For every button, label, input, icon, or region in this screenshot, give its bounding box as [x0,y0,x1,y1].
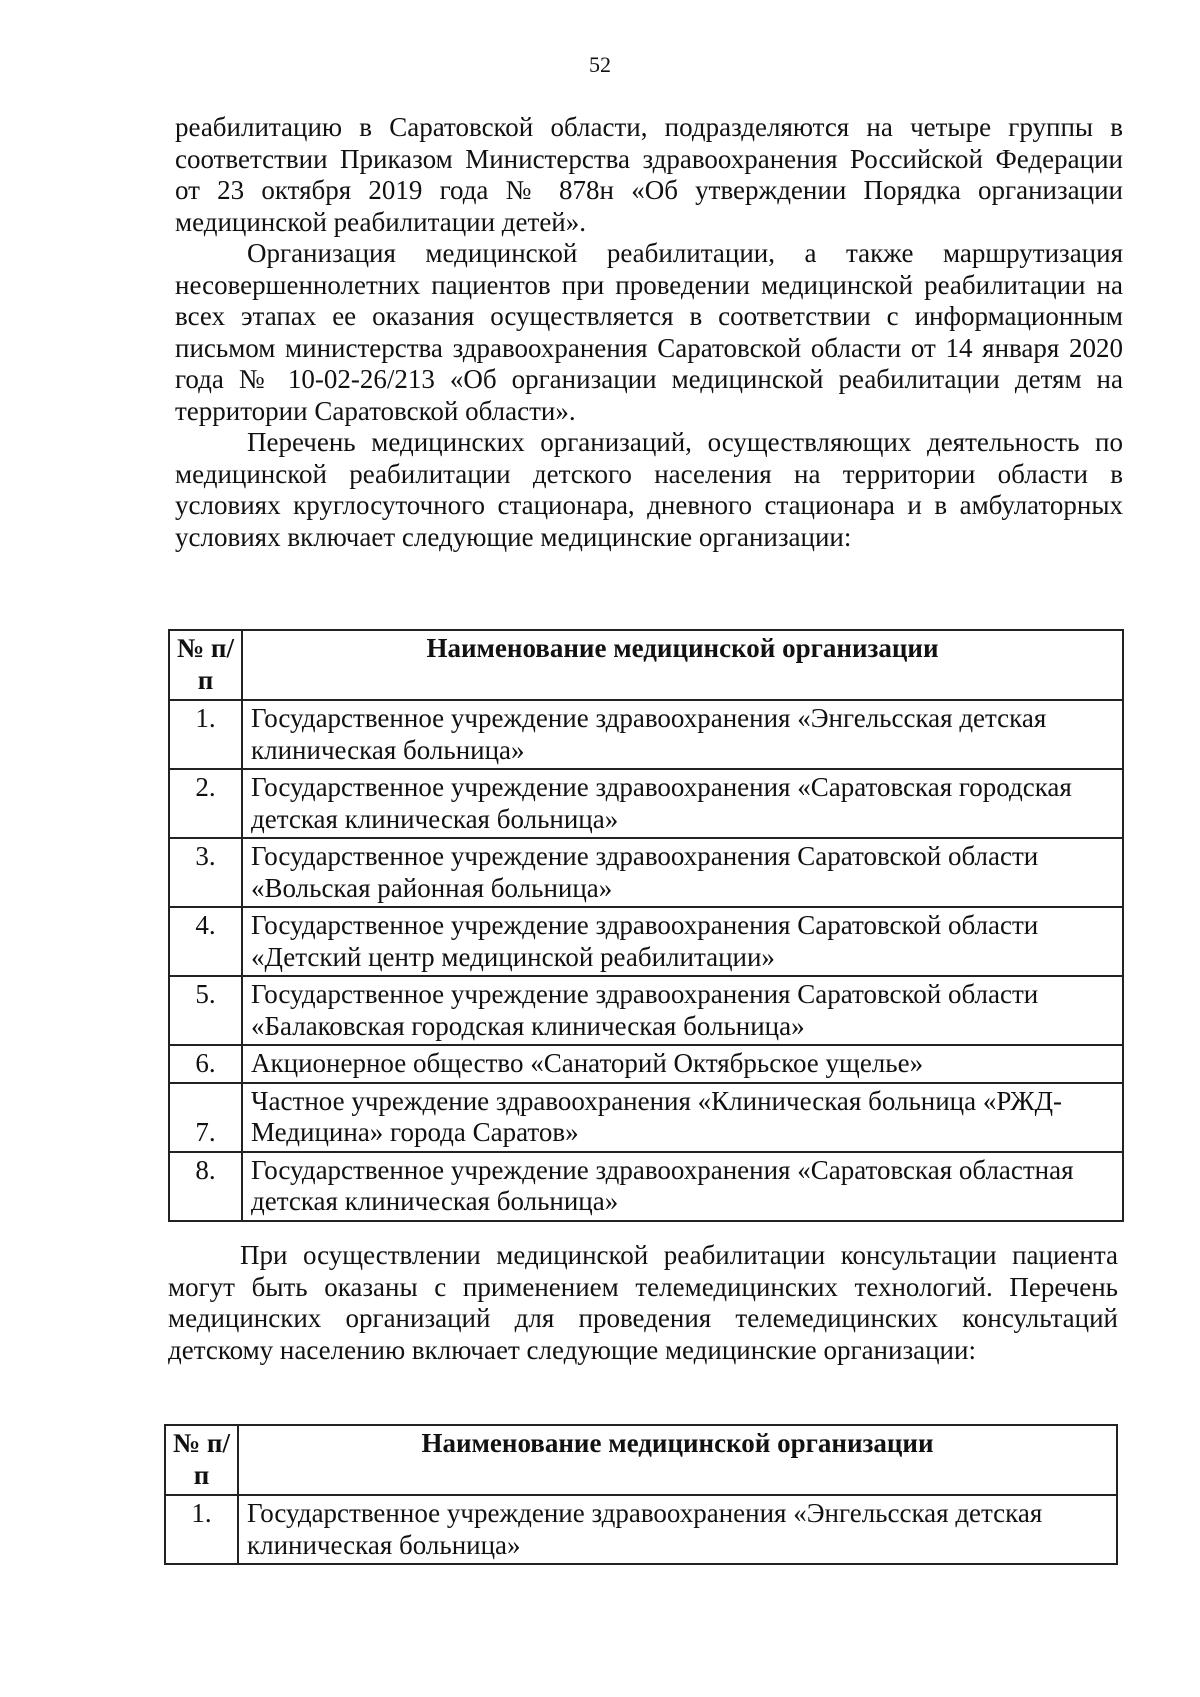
table-row [169,1045,1123,1083]
organization-name: Государственное учреждение здравоохранения Саратовской области «Балаковская городская клиническая больница» [242,976,1123,1045]
column-header-name: Наименование медицинской организации [238,1425,1117,1495]
routing-paragraph: Организация медицинской реабилитации, а также маршрутизация несовершеннолетних пациентов при проведении медицинской реабилитации на всех этапах ее оказания осуществляется в соответствии с информационным письмом министерства здравоохранения Саратовской области от 14 января 2020 года № 10-02-26/213 «Об организации медицинской реабилитации детям на территории Саратовской области». [175,238,1123,426]
intro-paragraph-continuation: реабилитацию в Саратовской области, подразделяются на четыре группы в соответствии Приказом Министерства здравоохранения Российской Федерации от 23 октября 2019 года № 878н «Об утверждении Порядка организации медицинской реабилитации детей». [175,112,1123,237]
table-row [169,907,1123,976]
row-number: 1. [165,1495,238,1564]
row-number: 2. [169,769,242,838]
organization-name: Государственное учреждение здравоохранения «Энгельсская детская клиническая больница» [242,700,1123,769]
table-row [169,976,1123,1045]
table-row [165,1495,1117,1564]
organization-name: Государственное учреждение здравоохранения Саратовской области «Вольская районная больница» [242,838,1123,907]
organization-name: Государственное учреждение здравоохранения «Энгельсская детская клиническая больница» [238,1495,1117,1564]
telemedicine-paragraph: При осуществлении медицинской реабилитации консультации пациента могут быть оказаны с применением телемедицинских технологий. Перечень медицинских организаций для проведения телемедицинских консультаций детскому населению включает следующие медицинские организации: [168,1240,1118,1365]
page-number: 52 [589,52,611,77]
organization-name: Государственное учреждение здравоохранения Саратовской области «Детский центр медицинской реабилитации» [242,907,1123,976]
row-number: 3. [169,838,242,907]
table-row [169,769,1123,838]
table-header-row [169,630,1123,700]
row-number: 7. [169,1083,242,1152]
row-number: 4. [169,907,242,976]
organization-name: Частное учреждение здравоохранения «Клиническая больница «РЖД-Медицина» города Саратов» [242,1083,1123,1152]
row-number: 8. [169,1152,242,1221]
table-header-row [165,1425,1117,1495]
column-header-number: № п/п [169,630,242,700]
row-number: 6. [169,1045,242,1083]
table-row [169,838,1123,907]
table-row [169,1152,1123,1221]
table-row [169,700,1123,769]
body-text-bottom [168,1240,1118,1366]
column-header-name: Наименование медицинской организации [242,630,1123,700]
organization-name: Акционерное общество «Санаторий Октябрьское ущелье» [242,1045,1123,1083]
organization-name: Государственное учреждение здравоохранения «Саратовская областная детская клиническая больница» [242,1152,1123,1221]
row-number: 1. [169,700,242,769]
column-header-number: № п/п [165,1425,238,1495]
telemedicine-organizations-table [164,1424,1118,1565]
organization-name: Государственное учреждение здравоохранения «Саратовская городская детская клиническая больница» [242,769,1123,838]
table-row [169,1083,1123,1152]
body-text-top [175,112,1123,553]
row-number: 5. [169,976,242,1045]
organizations-list-paragraph: Перечень медицинских организаций, осуществляющих деятельность по медицинской реабилитации детского населения на территории области в условиях круглосуточного стационара, дневного стационара и в амбулаторных условиях включает следующие медицинские организации: [175,427,1123,552]
rehabilitation-organizations-table [168,629,1124,1222]
